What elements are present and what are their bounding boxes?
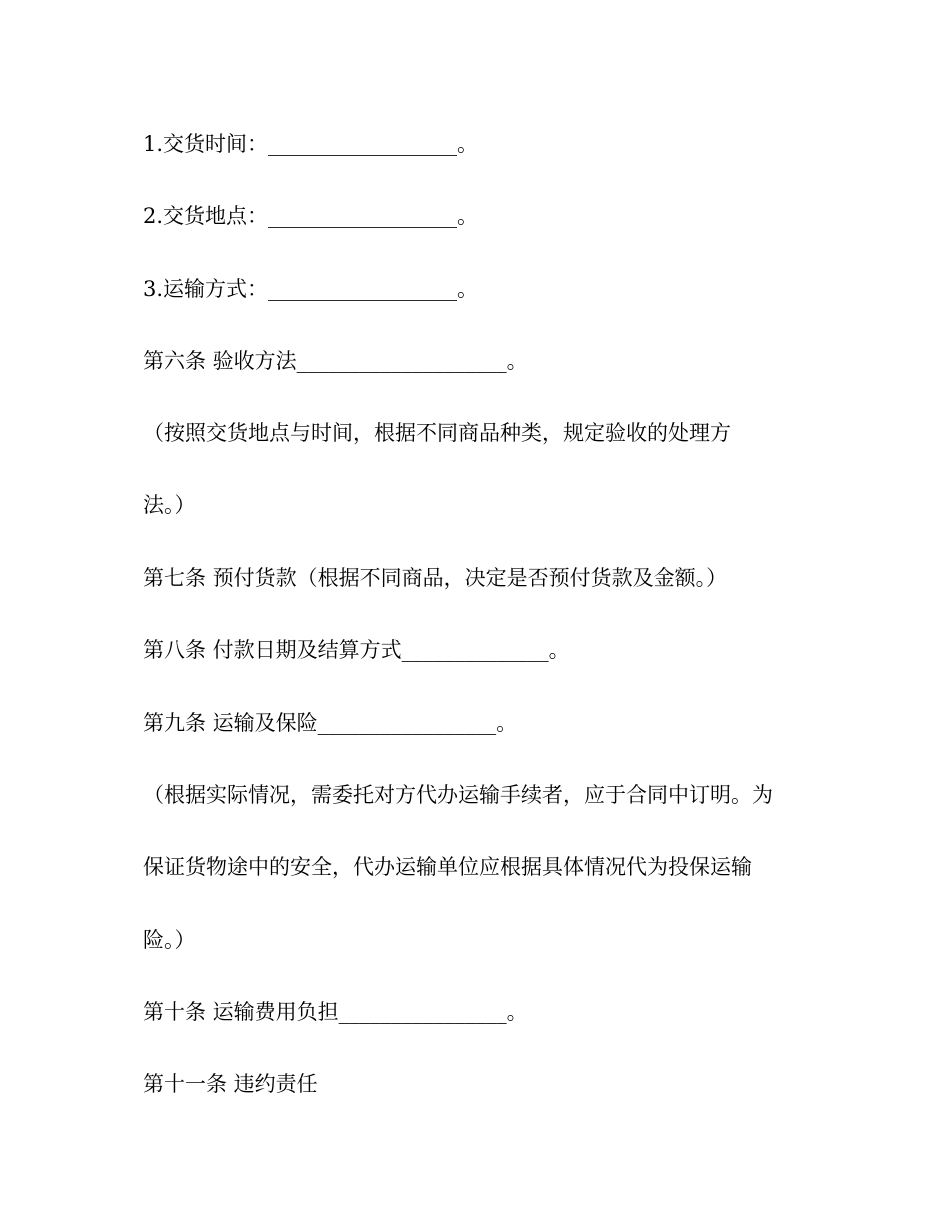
article-8-payment-date: 第八条 付款日期及结算方式______________。 xyxy=(143,638,570,662)
article-6-acceptance-method: 第六条 验收方法____________________。 xyxy=(143,349,528,373)
transport-method-line: 3.运输方式：__________________。 xyxy=(143,277,479,301)
delivery-time-line: 1.交货时间：__________________。 xyxy=(143,132,479,156)
article-6-note-line-2: 法。） xyxy=(143,493,196,517)
article-9-note-line-1: （根据实际情况，需委托对方代办运输手续者，应于合同中订明。为 xyxy=(143,783,773,807)
article-11-liability: 第十一条 违约责任 xyxy=(143,1072,318,1096)
article-9-note-line-3: 险。） xyxy=(143,928,196,952)
article-9-note-line-2: 保证货物途中的安全，代办运输单位应根据具体情况代为投保运输 xyxy=(143,855,752,879)
article-6-note-line-1: （按照交货地点与时间，根据不同商品种类，规定验收的处理方 xyxy=(143,421,731,445)
delivery-location-line: 2.交货地点：__________________。 xyxy=(143,204,479,228)
article-7-prepayment: 第七条 预付货款（根据不同商品，决定是否预付货款及金额。） xyxy=(143,566,728,590)
article-9-transport-insurance: 第九条 运输及保险_________________。 xyxy=(143,711,518,735)
article-10-transport-cost: 第十条 运输费用负担________________。 xyxy=(143,1000,528,1024)
